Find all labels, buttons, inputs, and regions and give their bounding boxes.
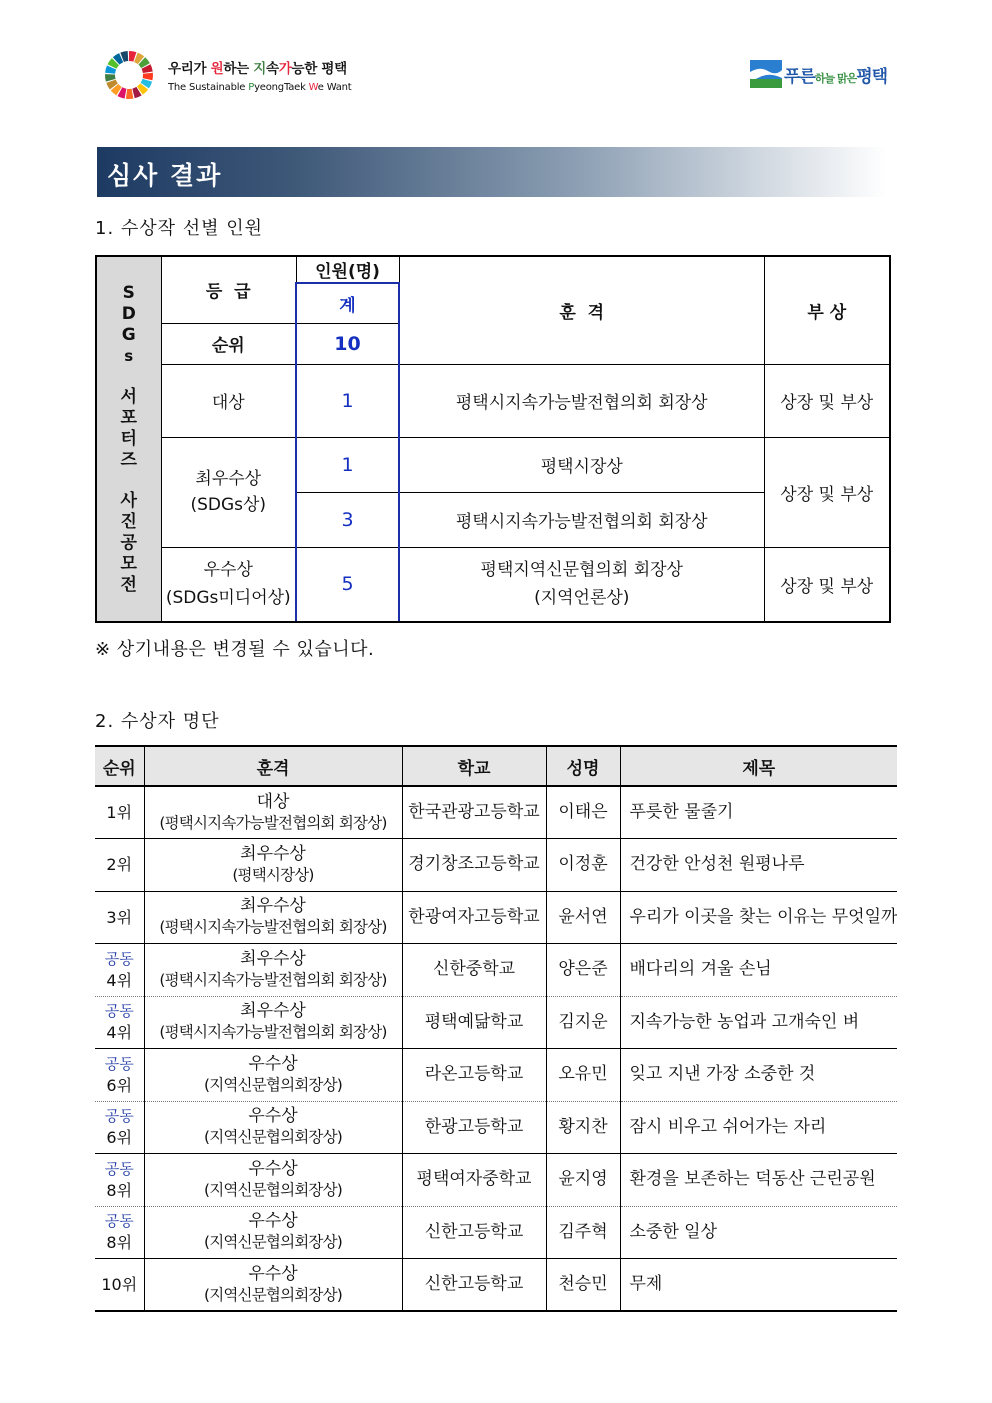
joint-rank-label: 공동: [104, 1054, 134, 1073]
winner-rank: [95, 839, 144, 892]
page-title-bar: [97, 147, 887, 197]
col-prize-header: 부 상: [764, 256, 890, 364]
winner-name: 이정훈: [546, 839, 620, 892]
winner-school: 신한중학교: [402, 944, 546, 997]
winner-rank: [95, 786, 144, 839]
vertical-label-char: 포: [120, 407, 137, 428]
winner-row: [95, 839, 897, 892]
honor-usu: 평택지역신문협의회 회장상 (지역언론상): [399, 547, 764, 622]
slogan-english: The Sustainable PyeongTaek We Want: [168, 82, 352, 93]
winner-rank: [95, 944, 144, 997]
winner-row: [95, 786, 897, 839]
honor-grade: 최우수상: [240, 1001, 306, 1022]
vertical-label-char: 터: [120, 428, 137, 449]
sdg-wheel-icon: [104, 50, 154, 100]
honor-grade: 우수상: [248, 1211, 298, 1232]
col-total-header: 계: [296, 283, 399, 323]
vertical-label-char: S: [122, 282, 135, 303]
winner-name: 오유민: [546, 1049, 620, 1102]
vertical-label-char: 진: [120, 511, 137, 532]
honor-grade: 최우수상: [240, 843, 306, 864]
winner-row: [95, 1101, 897, 1154]
honor-award-name: (평택시지속가능발전협의회 회장상): [159, 1023, 387, 1042]
winners-table: [95, 745, 897, 1312]
winner-name: 김주혁: [546, 1206, 620, 1259]
vertical-label-char: 즈: [120, 449, 137, 470]
winners-header-row: [95, 746, 897, 786]
winner-honor: [144, 1259, 402, 1312]
award-count-table: [95, 255, 891, 623]
sdg-wheel-segment: [126, 89, 134, 99]
joint-rank-label: 공동: [104, 1212, 134, 1231]
row-rank-total: 10: [296, 323, 399, 364]
winner-school: 한광여자고등학교: [402, 891, 546, 944]
winner-school: 신한고등학교: [402, 1259, 546, 1312]
honor-award-name: (지역신문협의회장상): [203, 1128, 343, 1147]
honor-grade: 대상: [256, 791, 290, 812]
logo-text: 푸른하늘 맑은평택: [784, 66, 888, 87]
winner-rank: [95, 1259, 144, 1312]
honor-award-name: (지역신문협의회장상): [203, 1075, 343, 1094]
joint-rank-label: 공동: [104, 949, 134, 968]
grade-usu: 우수상 (SDGs미디어상): [161, 547, 296, 622]
winner-row: [95, 1154, 897, 1207]
rank-value: 4위: [106, 1023, 133, 1043]
winner-photo-title: 우리가 이곳을 찾는 이유는 무엇일까: [620, 891, 897, 944]
winner-honor: [144, 1154, 402, 1207]
winner-rank: [95, 1206, 144, 1259]
winner-photo-title: 잠시 비우고 쉬어가는 자리: [620, 1101, 897, 1154]
winner-photo-title: 건강한 안성천 원평나루: [620, 839, 897, 892]
winner-honor: [144, 839, 402, 892]
col-honor-header: 훈 격: [399, 256, 764, 364]
grade-daesang: 대상: [161, 364, 296, 437]
count-usu: 5: [296, 547, 399, 622]
winner-name: 윤서연: [546, 891, 620, 944]
winner-school: 평택예닮학교: [402, 996, 546, 1049]
prize-daesang: 상장 및 부상: [764, 364, 890, 437]
vertical-label-char: D: [121, 303, 136, 324]
winner-photo-title: 잊고 지낸 가장 소중한 것: [620, 1049, 897, 1102]
header-rank: 순위: [95, 746, 144, 786]
grade-choeusu: 최우수상 (SDGs상): [161, 437, 296, 547]
change-notice: ※ 상기내용은 변경될 수 있습니다.: [95, 639, 375, 660]
vertical-category-label: [96, 256, 161, 622]
honor-choeusu-b: 평택시지속가능발전협의회 회장상: [399, 492, 764, 547]
count-choeusu-a: 1: [296, 437, 399, 492]
winner-honor: [144, 944, 402, 997]
honor-choeusu-a: 평택시장상: [399, 437, 764, 492]
winner-row: [95, 891, 897, 944]
winner-rank: [95, 1101, 144, 1154]
vertical-label-char: 전: [120, 574, 137, 595]
winner-school: 한광고등학교: [402, 1101, 546, 1154]
vertical-label-char: s: [124, 346, 134, 365]
count-daesang: 1: [296, 364, 399, 437]
winner-name: 윤지영: [546, 1154, 620, 1207]
winner-school: 한국관광고등학교: [402, 786, 546, 839]
winner-honor: [144, 1049, 402, 1102]
vertical-label-char: 서: [120, 386, 137, 407]
winner-name: 김지운: [546, 996, 620, 1049]
winner-photo-title: 무제: [620, 1259, 897, 1312]
slogan-korean: 우리가 원하는 지속가능한 평택: [168, 61, 347, 77]
header-honor: 훈격: [144, 746, 402, 786]
winner-school: 라온고등학교: [402, 1049, 546, 1102]
winner-school: 평택여자중학교: [402, 1154, 546, 1207]
header-name: 성명: [546, 746, 620, 786]
sdg-wheel-segment: [143, 73, 153, 80]
winner-row: [95, 1259, 897, 1312]
winner-name: 이태은: [546, 786, 620, 839]
winner-honor: [144, 996, 402, 1049]
rank-value: 1위: [106, 803, 133, 822]
rank-value: 6위: [106, 1128, 133, 1148]
honor-daesang: 평택시지속가능발전협의회 회장상: [399, 364, 764, 437]
vertical-label-char: 공: [120, 532, 137, 553]
vertical-label-char: 사: [120, 490, 137, 511]
honor-grade: 우수상: [248, 1106, 298, 1127]
honor-award-name: (지역신문협의회장상): [203, 1233, 343, 1252]
winner-honor: [144, 891, 402, 944]
honor-grade: 우수상: [248, 1263, 298, 1284]
row-rank-label: 순위: [161, 323, 296, 364]
honor-grade: 최우수상: [240, 948, 306, 969]
count-choeusu-b: 3: [296, 492, 399, 547]
rank-value: 3위: [106, 907, 133, 927]
header-title: 제목: [620, 746, 897, 786]
honor-award-name: (평택시지속가능발전협의회 회장상): [159, 813, 387, 832]
winner-row: [95, 1049, 897, 1102]
prize-choeusu: 상장 및 부상: [764, 437, 890, 547]
winner-rank: [95, 1154, 144, 1207]
winner-name: 황지찬: [546, 1101, 620, 1154]
honor-award-name: (평택시지속가능발전협의회 회장상): [159, 970, 387, 989]
header-left: [104, 50, 352, 100]
winner-row: [95, 996, 897, 1049]
winner-school: 신한고등학교: [402, 1206, 546, 1259]
page-title: 심사 결과: [107, 161, 223, 190]
prize-usu: 상장 및 부상: [764, 547, 890, 622]
winner-photo-title: 소중한 일상: [620, 1206, 897, 1259]
winner-photo-title: 환경을 보존하는 덕동산 근린공원: [620, 1154, 897, 1207]
winner-name: 양은준: [546, 944, 620, 997]
col-count-header: 인원(명): [296, 256, 399, 283]
vertical-label-char: G: [121, 324, 136, 345]
joint-rank-label: 공동: [104, 1107, 134, 1126]
honor-grade: 최우수상: [240, 896, 306, 917]
honor-award-name: (지역신문협의회장상): [203, 1285, 343, 1304]
vertical-label-char: [97, 367, 161, 387]
rank-value: 2위: [106, 855, 133, 875]
winner-rank: [95, 996, 144, 1049]
honor-grade: 우수상: [248, 1158, 298, 1179]
pyeongtaek-logo: [750, 58, 887, 90]
winner-row: [95, 944, 897, 997]
winner-rank: [95, 1049, 144, 1102]
winner-honor: [144, 786, 402, 839]
honor-award-name: (지역신문협의회장상): [203, 1180, 343, 1199]
honor-award-name: (평택시지속가능발전협의회 회장상): [159, 918, 387, 937]
pyeongtaek-logo-icon: [750, 58, 782, 90]
honor-grade: 우수상: [248, 1053, 298, 1074]
rank-value: 6위: [106, 1075, 133, 1095]
winner-photo-title: 푸릇한 물줄기: [620, 786, 897, 839]
slogan: [168, 57, 352, 93]
honor-award-name: (평택시장상): [232, 865, 314, 884]
section1-heading: 1. 수상작 선별 인원: [95, 218, 264, 239]
winner-photo-title: 지속가능한 농업과 고개숙인 벼: [620, 996, 897, 1049]
winner-row: [95, 1206, 897, 1259]
winner-photo-title: 배다리의 겨울 손님: [620, 944, 897, 997]
joint-rank-label: 공동: [104, 1159, 134, 1178]
rank-value: 8위: [106, 1233, 133, 1253]
joint-rank-label: 공동: [104, 1002, 134, 1021]
rank-value: 4위: [106, 970, 133, 990]
rank-value: 10위: [101, 1275, 138, 1294]
winner-school: 경기창조고등학교: [402, 839, 546, 892]
winner-honor: [144, 1101, 402, 1154]
winner-rank: [95, 891, 144, 944]
col-grade-header: 등 급: [161, 256, 296, 323]
vertical-label-char: 모: [120, 553, 137, 574]
header-school: 학교: [402, 746, 546, 786]
section2-heading: 2. 수상자 명단: [95, 711, 220, 732]
rank-value: 8위: [106, 1180, 133, 1200]
winner-name: 천승민: [546, 1259, 620, 1312]
vertical-label-char: [97, 471, 161, 491]
winner-honor: [144, 1206, 402, 1259]
